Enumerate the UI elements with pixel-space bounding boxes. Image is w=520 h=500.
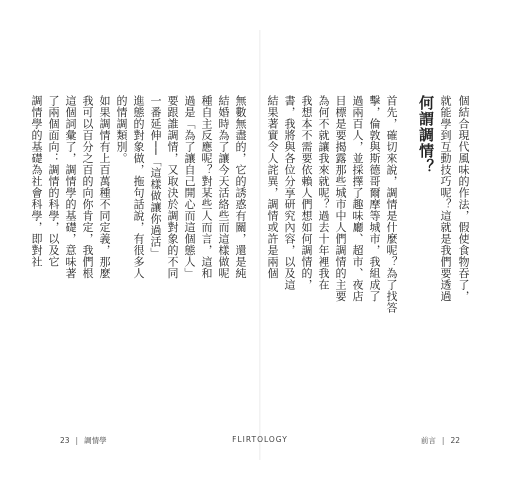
left-col-7: 進態的對象做，拖句話說，有很多人 — [132, 95, 145, 279]
footer-separator: | — [75, 436, 79, 445]
right-col-5: 首先，確切來說，調情是什麼呢？為了找答 — [385, 95, 398, 314]
right-col-6: 擊，倫敦與斯德哥爾摩等城市，我組成了 — [368, 95, 381, 302]
left-col-5: 要跟誰調情，又取決於調對象的不同 — [166, 95, 179, 279]
page-gutter — [259, 30, 261, 460]
right-col-7: 過兩百人，並採擇了趣味廳、超市、夜店 — [351, 95, 364, 302]
footer-separator: | — [441, 436, 445, 445]
left-col-1: 無數無盡的，它的誘惑有關，還是純 — [234, 95, 247, 279]
right-col-8: 目標是要揭露那些城市中人們調情的主要 — [334, 95, 347, 302]
left-col-9: 如果調情有上百萬種不同定義，那麼 — [98, 95, 111, 279]
right-col-12: 結果著實令人詫異，調情或許是兩個 — [266, 95, 279, 279]
left-col-12: 了兩個面向：調情的科學，以及它 — [47, 95, 60, 268]
right-col-10: 我想本不需要依賴人們想如何調情的， — [300, 95, 313, 291]
right-col-2: 就能學到互動技巧呢？這就是我們要透過 — [439, 95, 452, 302]
left-running-head: 調情學 — [84, 436, 107, 445]
left-col-11: 這個詞彙了，調情學的基礎，意味著 — [64, 95, 77, 279]
right-page-footer — [421, 435, 460, 446]
center-footer-text: FLIRTOLOGY — [232, 435, 288, 444]
right-page-number: 22 — [450, 436, 460, 445]
left-col-2: 結婚時為了讓今天活絡些而這樣做呢 — [217, 95, 230, 279]
left-col-3: 種自主反應呢？對某些人而言，這和 — [200, 95, 213, 279]
left-col-10: 我可以百分之百的向你肯定，我們根 — [81, 95, 94, 279]
right-running-head: 前言 — [420, 436, 436, 445]
right-col-1: 個結合現代風味的作法，假使食物吞了， — [457, 95, 470, 302]
left-page-number: 23 — [60, 436, 70, 445]
section-heading: 何謂調情？ — [417, 95, 435, 175]
left-col-4: 過是「為了讓自己開心而這個態人」 — [183, 95, 196, 279]
left-col-13: 調情學的基礎為社會科學，即對社 — [30, 95, 43, 268]
right-col-11: 書，我將與各位分享研究內容，以及這 — [283, 95, 296, 291]
right-col-9: 為何不就讓我來就呢？過去十年裡我在 — [317, 95, 330, 291]
left-col-6: 一番延伸──「這樣做讓你過活」 — [149, 95, 162, 259]
left-col-8: 的情調類別。 — [115, 95, 128, 164]
